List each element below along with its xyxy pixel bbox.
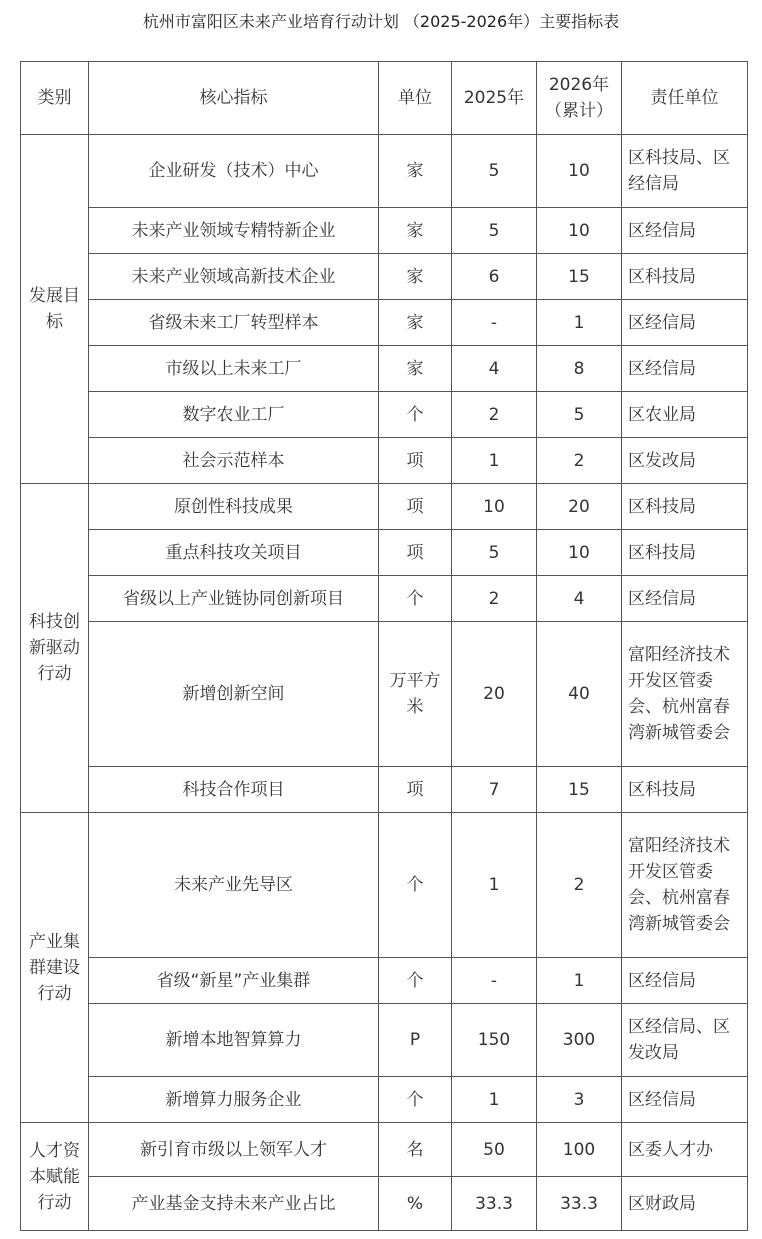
unit-cell: 家 (379, 254, 452, 300)
value-2025-cell: 1 (452, 1077, 537, 1123)
value-2025-cell: 20 (452, 622, 537, 767)
value-2026-cell: 10 (537, 135, 622, 208)
value-2025-cell: 7 (452, 767, 537, 813)
table-row (21, 1077, 748, 1123)
value-2025-cell: 2 (452, 392, 537, 438)
responsible-cell: 区农业局 (622, 392, 748, 438)
indicator-cell: 省级未来工厂转型样本 (89, 300, 379, 346)
value-2026-cell: 2 (537, 438, 622, 484)
value-2026-cell: 10 (537, 208, 622, 254)
indicator-cell: 省级“新星”产业集群 (89, 958, 379, 1004)
table-row (21, 438, 748, 484)
table-row (21, 392, 748, 438)
unit-cell: 项 (379, 530, 452, 576)
unit-cell: 个 (379, 576, 452, 622)
unit-cell: 个 (379, 813, 452, 958)
indicator-cell: 新引育市级以上领军人才 (89, 1123, 379, 1177)
table-row (21, 484, 748, 530)
indicator-cell: 未来产业领域高新技术企业 (89, 254, 379, 300)
category-cell: 科技创新驱动行动 (21, 484, 89, 813)
indicator-cell: 新增算力服务企业 (89, 1077, 379, 1123)
header-indicator: 核心指标 (89, 62, 379, 135)
value-2025-cell: 1 (452, 438, 537, 484)
responsible-cell: 区经信局 (622, 208, 748, 254)
value-2026-cell: 3 (537, 1077, 622, 1123)
responsible-cell: 区发改局 (622, 438, 748, 484)
responsible-cell: 区经信局 (622, 958, 748, 1004)
indicator-cell: 重点科技攻关项目 (89, 530, 379, 576)
unit-cell: 个 (379, 1077, 452, 1123)
value-2025-cell: 5 (452, 530, 537, 576)
responsible-cell: 区科技局 (622, 254, 748, 300)
value-2026-cell: 1 (537, 300, 622, 346)
value-2026-cell: 8 (537, 346, 622, 392)
value-2026-cell: 15 (537, 254, 622, 300)
table-row (21, 208, 748, 254)
value-2025-cell: 33.3 (452, 1177, 537, 1231)
table-header-row (21, 62, 748, 135)
responsible-cell: 区科技局、区经信局 (622, 135, 748, 208)
value-2025-cell: 5 (452, 135, 537, 208)
category-cell: 发展目标 (21, 135, 89, 484)
value-2025-cell: 2 (452, 576, 537, 622)
indicator-cell: 市级以上未来工厂 (89, 346, 379, 392)
unit-cell: 项 (379, 767, 452, 813)
indicator-cell: 社会示范样本 (89, 438, 379, 484)
value-2025-cell: 150 (452, 1004, 537, 1077)
value-2025-cell: 1 (452, 813, 537, 958)
responsible-cell: 区经信局、区发改局 (622, 1004, 748, 1077)
unit-cell: 项 (379, 438, 452, 484)
responsible-cell: 区科技局 (622, 484, 748, 530)
value-2025-cell: 6 (452, 254, 537, 300)
responsible-cell: 区财政局 (622, 1177, 748, 1231)
indicator-cell: 产业基金支持未来产业占比 (89, 1177, 379, 1231)
indicator-cell: 新增创新空间 (89, 622, 379, 767)
responsible-cell: 区科技局 (622, 530, 748, 576)
indicator-cell: 原创性科技成果 (89, 484, 379, 530)
unit-cell: 项 (379, 484, 452, 530)
table-body (21, 135, 748, 1231)
indicator-cell: 未来产业领域专精特新企业 (89, 208, 379, 254)
header-responsible: 责任单位 (622, 62, 748, 135)
value-2026-cell: 2 (537, 813, 622, 958)
value-2026-cell: 1 (537, 958, 622, 1004)
value-2025-cell: 5 (452, 208, 537, 254)
unit-cell: P (379, 1004, 452, 1077)
category-cell: 产业集群建设行动 (21, 813, 89, 1123)
responsible-cell: 富阳经济技术开发区管委会、杭州富春湾新城管委会 (622, 622, 748, 767)
table-row (21, 576, 748, 622)
value-2025-cell: - (452, 958, 537, 1004)
value-2025-cell: 50 (452, 1123, 537, 1177)
value-2026-cell: 15 (537, 767, 622, 813)
responsible-cell: 区科技局 (622, 767, 748, 813)
value-2026-cell: 20 (537, 484, 622, 530)
table-row (21, 530, 748, 576)
table-row (21, 1004, 748, 1077)
header-2026: 2026年（累计） (537, 62, 622, 135)
unit-cell: % (379, 1177, 452, 1231)
table-row (21, 135, 748, 208)
header-unit: 单位 (379, 62, 452, 135)
table-row (21, 813, 748, 958)
indicator-table (20, 61, 748, 1231)
unit-cell: 个 (379, 958, 452, 1004)
value-2026-cell: 4 (537, 576, 622, 622)
unit-cell: 家 (379, 300, 452, 346)
value-2025-cell: 10 (452, 484, 537, 530)
table-row (21, 958, 748, 1004)
value-2026-cell: 300 (537, 1004, 622, 1077)
responsible-cell: 区经信局 (622, 576, 748, 622)
value-2025-cell: - (452, 300, 537, 346)
responsible-cell: 区委人才办 (622, 1123, 748, 1177)
indicator-cell: 企业研发（技术）中心 (89, 135, 379, 208)
indicator-cell: 未来产业先导区 (89, 813, 379, 958)
table-row (21, 1177, 748, 1231)
table-row (21, 254, 748, 300)
unit-cell: 家 (379, 346, 452, 392)
table-row (21, 300, 748, 346)
table-row (21, 1123, 748, 1177)
indicator-cell: 数字农业工厂 (89, 392, 379, 438)
header-category: 类别 (21, 62, 89, 135)
value-2026-cell: 33.3 (537, 1177, 622, 1231)
value-2025-cell: 4 (452, 346, 537, 392)
page-title: 杭州市富阳区未来产业培育行动计划 （2025-2026年）主要指标表 (142, 12, 620, 31)
unit-cell: 家 (379, 208, 452, 254)
value-2026-cell: 40 (537, 622, 622, 767)
responsible-cell: 区经信局 (622, 346, 748, 392)
value-2026-cell: 5 (537, 392, 622, 438)
table-row (21, 346, 748, 392)
category-cell: 人才资本赋能行动 (21, 1123, 89, 1231)
responsible-cell: 区经信局 (622, 300, 748, 346)
header-2025: 2025年 (452, 62, 537, 135)
unit-cell: 万平方米 (379, 622, 452, 767)
indicator-cell: 省级以上产业链协同创新项目 (89, 576, 379, 622)
value-2026-cell: 100 (537, 1123, 622, 1177)
unit-cell: 个 (379, 392, 452, 438)
table-row (21, 767, 748, 813)
table-row (21, 622, 748, 767)
indicator-cell: 新增本地智算算力 (89, 1004, 379, 1077)
responsible-cell: 区经信局 (622, 1077, 748, 1123)
value-2026-cell: 10 (537, 530, 622, 576)
responsible-cell: 富阳经济技术开发区管委会、杭州富春湾新城管委会 (622, 813, 748, 958)
unit-cell: 名 (379, 1123, 452, 1177)
unit-cell: 家 (379, 135, 452, 208)
indicator-cell: 科技合作项目 (89, 767, 379, 813)
